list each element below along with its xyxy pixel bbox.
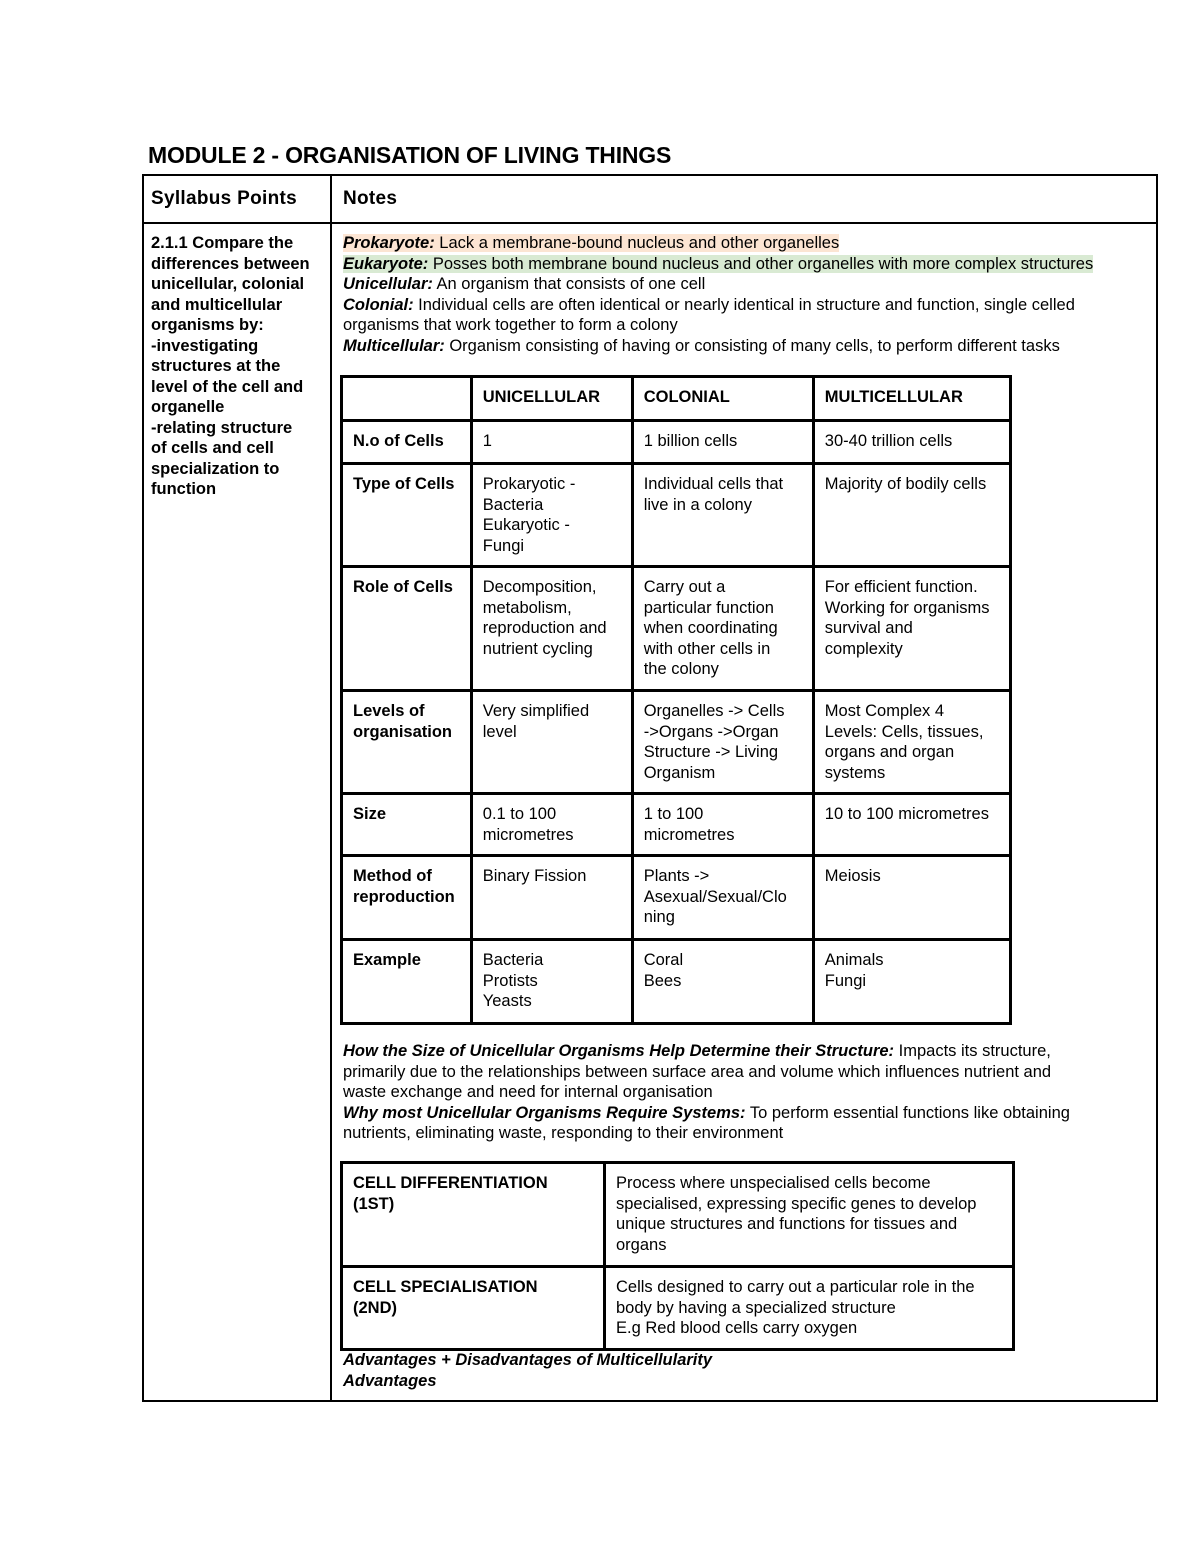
colonial-cell: [632, 794, 813, 856]
cell-line: Binary Fission: [482, 867, 587, 885]
cell-line: Type of Cells: [353, 475, 455, 493]
cell-line: organs: [616, 1235, 667, 1254]
syllabus-line: differences between: [151, 254, 310, 273]
cell-line: Plants ->: [643, 867, 710, 885]
cell-line: micrometres: [643, 825, 735, 844]
syllabus-line: level of the cell and: [151, 377, 304, 396]
cell-line: reproduction: [353, 887, 455, 906]
cell-line: Asexual/Sexual/Clo: [643, 887, 787, 906]
header-notes: Notes: [343, 188, 398, 209]
multicellular-cell: [813, 421, 1010, 464]
cell-line: Animals: [824, 951, 884, 969]
column-header: COLONIAL: [632, 377, 813, 421]
cell-line: Structure -> Living: [643, 743, 779, 761]
row-header: [342, 691, 472, 794]
multicellular-cell: [813, 940, 1010, 1024]
cell-line: Fungi: [824, 971, 867, 990]
syllabus-line: specialization to: [151, 459, 280, 478]
cell-line: (1ST): [353, 1194, 395, 1213]
cell-line: Eukaryotic -: [482, 516, 570, 534]
table-row: [342, 567, 1011, 691]
cell-line: the colony: [643, 660, 719, 678]
cell-line: organisation: [353, 722, 453, 741]
cell-line: Levels: Cells, tissues,: [824, 722, 984, 741]
row-header: [342, 464, 472, 567]
syllabus-line: unicellular, colonial: [151, 275, 305, 293]
comparison-header-row: [342, 377, 1011, 421]
cell-line: 30-40 trillion cells: [824, 432, 953, 450]
row-header: [342, 794, 472, 856]
multicellular-cell: [813, 856, 1010, 940]
header-row-border: [142, 222, 1158, 224]
cell-line: Process where unspecialised cells become: [616, 1174, 931, 1192]
cell-line: Fungi: [482, 536, 525, 555]
definitions-block: [343, 233, 1153, 356]
table-row: [342, 691, 1011, 794]
unicellular-cell: [471, 421, 632, 464]
cell-line: particular function: [643, 598, 774, 617]
syllabus-line: function: [151, 480, 217, 498]
table-row: [342, 1163, 1014, 1267]
cell-line: Organelles -> Cells: [643, 702, 785, 720]
cell-line: For efficient function.: [824, 578, 978, 596]
cell-line: Organism: [643, 763, 716, 782]
colonial-cell: [632, 940, 813, 1024]
syllabus-line: organelle: [151, 398, 225, 416]
definition-unicellular: Unicellular: An organism that consists of one cell: [343, 275, 706, 293]
cell-line: Role of Cells: [353, 578, 453, 596]
table-bottom-border: [142, 1400, 1158, 1402]
multicellular-cell: [813, 691, 1010, 794]
cell-line: reproduction and: [482, 619, 607, 637]
unicellular-cell: [471, 567, 632, 691]
term-cell: [342, 1267, 605, 1350]
table-row: [342, 856, 1011, 940]
cell-line: 10 to 100 micrometres: [824, 805, 989, 823]
multicellular-cell: [813, 794, 1010, 856]
size-and-systems-notes: [343, 1041, 1143, 1144]
header-syllabus-points: Syllabus Points: [151, 188, 297, 209]
cell-line: E.g Red blood cells carry oxygen: [616, 1319, 858, 1337]
row-header: [342, 856, 472, 940]
systems-note: Why most Unicellular Organisms Require Systems: To perform essential functions like obtaining: [343, 1103, 1070, 1122]
advantages-section: [343, 1350, 712, 1391]
syllabus-line: organisms by:: [151, 316, 264, 334]
size-structure-note-line2: primarily due to the relationships between surface area and volume which influences nutrient and: [343, 1062, 1052, 1081]
cell-line: Bacteria: [482, 951, 544, 969]
definition-cell: [605, 1267, 1014, 1350]
cell-line: Majority of bodily cells: [824, 475, 987, 493]
column-header: UNICELLULAR: [471, 377, 632, 421]
page-title: MODULE 2 - ORGANISATION OF LIVING THINGS: [148, 142, 672, 168]
cell-line: Working for organisms: [824, 598, 990, 617]
cell-line: ->Organs ->Organ: [643, 722, 779, 741]
table-row: [342, 421, 1011, 464]
colonial-cell: [632, 464, 813, 567]
syllabus-line: and multicellular: [151, 295, 283, 314]
term-cell: [342, 1163, 605, 1267]
cell-line: nutrient cycling: [482, 639, 593, 658]
cell-line: level: [482, 722, 517, 741]
cell-line: (2ND): [353, 1298, 397, 1317]
unicellular-cell: [471, 464, 632, 567]
cell-line: 1 billion cells: [643, 432, 738, 450]
cell-line: CELL DIFFERENTIATION: [353, 1174, 548, 1192]
cell-line: unique structures and functions for tissues and: [616, 1215, 958, 1233]
cell-line: Protists: [482, 971, 538, 990]
column-header: [342, 377, 472, 421]
cell-line: survival and: [824, 619, 913, 637]
definition-colonial-cont: organisms that work together to form a colony: [343, 316, 678, 334]
definition-cell: [605, 1163, 1014, 1267]
table-row: [342, 940, 1011, 1024]
cell-line: 1 to 100: [643, 805, 704, 823]
cell-line: organs and organ: [824, 743, 955, 761]
cell-line: 1: [482, 432, 492, 450]
cell-line: Size: [353, 805, 387, 823]
colonial-cell: [632, 691, 813, 794]
colonial-cell: [632, 856, 813, 940]
cell-line: Carry out a: [643, 578, 726, 596]
syllabus-line: -relating structure: [151, 418, 293, 437]
table-right-border: [1156, 174, 1158, 1402]
advantages-heading: Advantages + Disadvantages of Multicellularity: [343, 1351, 713, 1369]
table-row: [342, 464, 1011, 567]
row-header: [342, 940, 472, 1024]
advantages-subheading: Advantages: [343, 1371, 437, 1390]
definition-prokaryote: Prokaryote: Lack a membrane-bound nucleus and other organelles: [343, 234, 840, 252]
cell-line: Very simplified: [482, 702, 590, 720]
cell-line: body by having a specialized structure: [616, 1298, 896, 1317]
syllabus-line: -investigating: [151, 336, 259, 355]
unicellular-cell: [471, 691, 632, 794]
cell-line: N.o of Cells: [353, 432, 444, 450]
cell-line: live in a colony: [643, 495, 752, 514]
multicellular-cell: [813, 464, 1010, 567]
table-top-border: [142, 174, 1158, 176]
definition-colonial: Colonial: Individual cells are often identical or nearly identical in structure and function, single celled: [343, 295, 1075, 314]
syllabus-line: 2.1.1 Compare the: [151, 234, 294, 252]
cell-line: when coordinating: [643, 619, 778, 637]
cell-line: Decomposition,: [482, 578, 597, 596]
cell-line: Prokaryotic -: [482, 475, 576, 493]
cell-line: Levels of: [353, 702, 425, 720]
column-header: MULTICELLULAR: [813, 377, 1010, 421]
cell-line: metabolism,: [482, 598, 572, 617]
cell-line: Coral: [643, 951, 684, 969]
table-row: [342, 1267, 1014, 1350]
unicellular-cell: [471, 856, 632, 940]
cell-line: Meiosis: [824, 867, 881, 885]
colonial-cell: [632, 421, 813, 464]
cell-line: Cells designed to carry out a particular role in the: [616, 1278, 975, 1296]
cell-line: with other cells in: [643, 639, 771, 658]
definition-multicellular: Multicellular: Organism consisting of having or consisting of many cells, to perform different tasks: [343, 336, 1060, 355]
cell-line: micrometres: [482, 825, 574, 844]
syllabus-line: structures at the: [151, 357, 281, 375]
row-header: [342, 567, 472, 691]
cell-line: ning: [643, 908, 675, 926]
colonial-cell: [632, 567, 813, 691]
cell-line: systems: [824, 763, 886, 782]
cell-line: complexity: [824, 639, 903, 658]
cell-line: Most Complex 4: [824, 702, 945, 720]
cell-line: Individual cells that: [643, 475, 784, 493]
definition-eukaryote: Eukaryote: Posses both membrane bound nucleus and other organelles with more complex structures: [343, 254, 1094, 273]
cell-line: Method of: [353, 867, 432, 885]
cell-line: Example: [353, 951, 421, 969]
cell-line: CELL SPECIALISATION: [353, 1278, 538, 1296]
column-divider: [330, 174, 332, 1402]
multicellular-cell: [813, 567, 1010, 691]
unicellular-cell: [471, 794, 632, 856]
comparison-table: [340, 375, 1012, 1025]
cell-line: 0.1 to 100: [482, 805, 557, 823]
systems-note-line2: nutrients, eliminating waste, responding to their environment: [343, 1124, 784, 1142]
size-structure-note: How the Size of Unicellular Organisms Help Determine their Structure: Impacts its structure,: [343, 1042, 1051, 1060]
cell-line: Bees: [643, 971, 682, 990]
size-structure-note-line3: waste exchange and need for internal organisation: [343, 1083, 713, 1101]
differentiation-table: [340, 1161, 1015, 1351]
syllabus-line: of cells and cell: [151, 439, 274, 457]
table-left-border: [142, 174, 144, 1402]
table-row: [342, 794, 1011, 856]
cell-line: specialised, expressing specific genes to develop: [616, 1194, 977, 1213]
cell-line: Yeasts: [482, 992, 532, 1010]
cell-line: Bacteria: [482, 495, 544, 514]
unicellular-cell: [471, 940, 632, 1024]
row-header: [342, 421, 472, 464]
syllabus-point-2-1-1: [151, 233, 326, 500]
